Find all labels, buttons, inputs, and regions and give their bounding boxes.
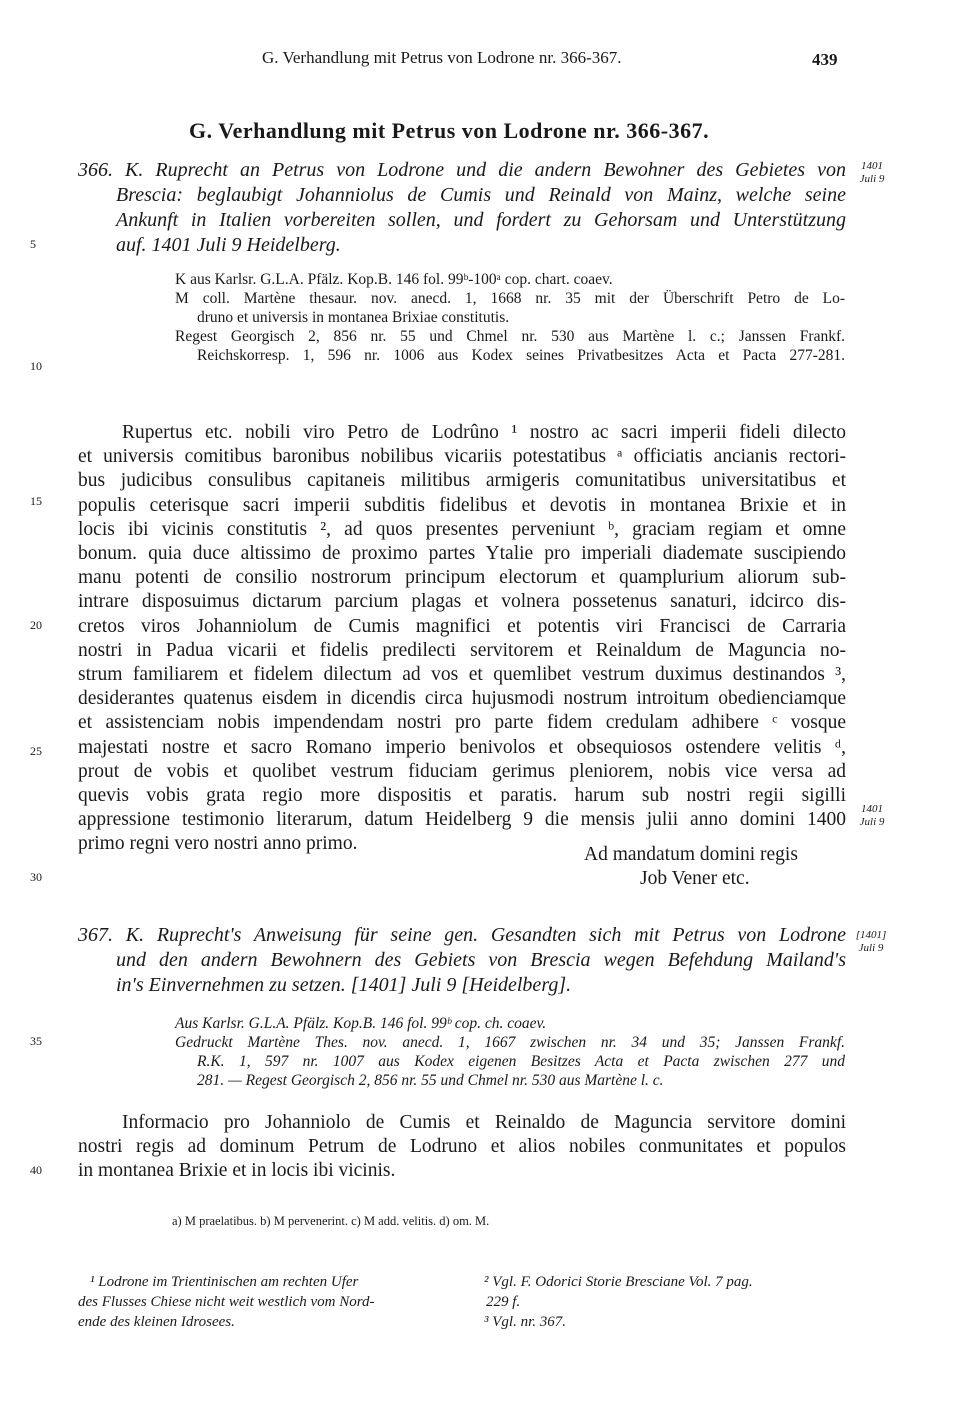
footnote-line: des Flusses Chiese nicht weit westlich vom Nord-	[78, 1294, 375, 1310]
body-line: bus judicibus consulibus capitaneis militibus armigeris comunitatibus universitatibus et	[78, 470, 846, 492]
line-number: 30	[30, 870, 42, 884]
body-line: Informacio pro Johanniolo de Cumis et Reinaldo de Maguncia servitore domini	[122, 1112, 846, 1133]
line-number: 5	[30, 237, 36, 251]
source-line: M coll. Martène thesaur. nov. anecd. 1, 1668 nr. 35 mit der Überschrift Petro de Lo-	[175, 290, 845, 307]
critical-apparatus: a) M praelatibus. b) M pervenerint. c) M add. velitis. d) om. M.	[172, 1214, 490, 1228]
line-number: 15	[30, 494, 42, 508]
line-number: 10	[30, 359, 42, 373]
body-line: et universis comitibus baronibus nobilibus vicariis potestatibus ᵃ officiatis ancianis rectori-	[78, 446, 846, 468]
margin-day: Juli 9	[859, 173, 885, 185]
doc367-margin-date	[846, 929, 896, 955]
body-line: cretos viros Johanniolum de Cumis magnifici et potentis viri Francisci de Carraria	[78, 615, 846, 637]
doc367-body	[78, 1111, 846, 1184]
body-line: quevis vobis grata regio more dispositis et paratis. harum sub nostri regii sigilli	[78, 785, 846, 807]
doc367-heading-line: 367. K. Ruprecht's Anweisung für seine gen. Gesandten sich mit Petrus von Lodrone	[78, 924, 846, 946]
source-line: druno et universis in montanea Brixiae constitutis.	[197, 309, 510, 326]
source-line: K aus Karlsr. G.L.A. Pfälz. Kop.B. 146 fol. 99ᵇ-100ᵃ cop. chart. coaev.	[175, 271, 613, 288]
signature-line: Ad mandatum domini regis	[584, 844, 798, 865]
doc367-heading-line: und den andern Bewohnern des Gebiets von Brescia wegen Befehdung Mailand's	[116, 949, 846, 971]
line-number: 40	[30, 1163, 42, 1177]
body-line: nostri regis ad dominum Petrum de Lodruno et alios nobiles conmunitates et populos	[78, 1136, 846, 1158]
signature-line: Job Vener etc.	[640, 868, 750, 890]
line-number: 20	[30, 618, 42, 632]
body-line: intrare disposuimus dictarum parcium plagas et volnera possetenus sanaturi, idcirco dis-	[78, 591, 846, 613]
footnote-line: 229 f.	[486, 1294, 521, 1310]
source-line: R.K. 1, 597 nr. 1007 aus Kodex eigenen Besitzes Acta et Pacta zwischen 277 und	[197, 1053, 845, 1070]
source-line: Gedruckt Martène Thes. nov. anecd. 1, 1667 zwischen nr. 34 und 35; Janssen Frankf.	[175, 1034, 845, 1051]
body-line: primo regni vero nostri anno primo.	[78, 833, 358, 855]
body-line: strum familiarem et fidelem dilectum ad vos et quemlibet vestrum duximus destinandos ³,	[78, 664, 846, 686]
source-line: 281. — Regest Georgisch 2, 856 nr. 55 und Chmel nr. 530 aus Martène l. c.	[197, 1072, 664, 1089]
footnote-line: ³ Vgl. nr. 367.	[484, 1314, 567, 1330]
source-line: Reichskorresp. 1, 596 nr. 1006 aus Kodex seines Privatbesitzes Acta et Pacta 277-281.	[197, 347, 845, 364]
doc366-heading-line: Ankunft in Italien vorbereiten sollen, und fordert zu Gehorsam und Unterstützung	[116, 209, 846, 231]
margin-year: [1401]	[855, 929, 887, 941]
line-number: 25	[30, 744, 42, 758]
footnote-line: ² Vgl. F. Odorici Storie Bresciane Vol. 7 pag.	[484, 1274, 753, 1290]
doc366-signature	[584, 843, 854, 891]
body-line: et assistenciam nobis impendendam nostri pro parte fidem credulam adhibere ᶜ vosque	[78, 712, 846, 734]
doc366-sources	[175, 270, 845, 365]
footnotes-right	[484, 1272, 854, 1332]
running-head-title: G. Verhandlung mit Petrus von Lodrone nr. 366-367.	[262, 48, 622, 67]
doc366-heading-line: 366. K. Ruprecht an Petrus von Lodrone und die andern Bewohner des Gebietes von	[78, 159, 846, 181]
doc366-heading-line: Brescia: beglaubigt Johanniolus de Cumis und Reinald von Mainz, welche seine	[116, 184, 846, 206]
body-line: populis ceterisque sacri imperii subditis fidelibus et devotis in montanea Brixie et in	[78, 494, 846, 516]
doc366-margin-date-2	[852, 803, 892, 829]
margin-year: 1401	[861, 160, 883, 172]
source-line: Aus Karlsr. G.L.A. Pfälz. Kop.B. 146 fol. 99ᵇ cop. ch. coaev.	[175, 1015, 547, 1032]
margin-day: Juli 9	[858, 942, 884, 954]
doc367-heading-line: in's Einvernehmen zu setzen. [1401] Juli 9 [Heidelberg].	[116, 974, 572, 996]
body-line: Rupertus etc. nobili viro Petro de Lodrûno ¹ nostro ac sacri imperii fideli dilecto	[122, 422, 846, 443]
doc366-heading	[78, 158, 846, 258]
body-line: desiderantes quatenus eisdem in dicendis circa hujusmodi nostrum introitum obedienciamque	[78, 688, 846, 710]
margin-year: 1401	[861, 803, 883, 815]
body-line: bonum. quia duce altissimo de proximo partes Ytalie pro imperiali diademate suscipiendo	[78, 543, 846, 565]
footnote-line: ende des kleinen Idrosees.	[78, 1314, 235, 1330]
body-line: appressione testimonio literarum, datum Heidelberg 9 die mensis julii anno domini 1400	[78, 809, 846, 831]
footnote-line: ¹ Lodrone im Trientinischen am rechten Ufer	[90, 1274, 359, 1290]
source-line: Regest Georgisch 2, 856 nr. 55 und Chmel nr. 530 aus Martène l. c.; Janssen Frankf.	[175, 328, 845, 345]
body-line: locis ibi vicinis constitutis ², ad quos presentes perveniunt ᵇ, graciam regiam et omne	[78, 518, 846, 540]
body-line: nostri in Padua vicarii et fidelis predilecti servitorem et Reinaldum de Maguncia no-	[78, 639, 846, 661]
doc366-body	[78, 421, 846, 857]
body-line: prout de vobis et quolibet vestrum fiduciam gerimus pleniorem, nobis vice versa ad	[78, 760, 846, 782]
body-line: in montanea Brixie et in locis ibi vicinis.	[78, 1160, 396, 1182]
line-number: 35	[30, 1034, 42, 1048]
doc366-margin-date	[852, 160, 892, 186]
footnotes-left	[78, 1272, 453, 1332]
doc367-sources	[175, 1014, 845, 1090]
doc366-heading-line: auf. 1401 Juli 9 Heidelberg.	[116, 234, 341, 256]
doc367-heading	[78, 923, 846, 998]
section-title: G. Verhandlung mit Petrus von Lodrone nr. 366-367.	[189, 118, 710, 143]
page-number: 439	[812, 50, 838, 69]
body-line: majestati nostre et sacro Romano imperio benivolos et obsequiosos ostendere velitis ᵈ,	[78, 736, 846, 758]
margin-day: Juli 9	[859, 816, 885, 828]
body-line: manu potenti de consilio nostrorum principum electorum et quamplurium aliorum sub-	[78, 567, 846, 589]
